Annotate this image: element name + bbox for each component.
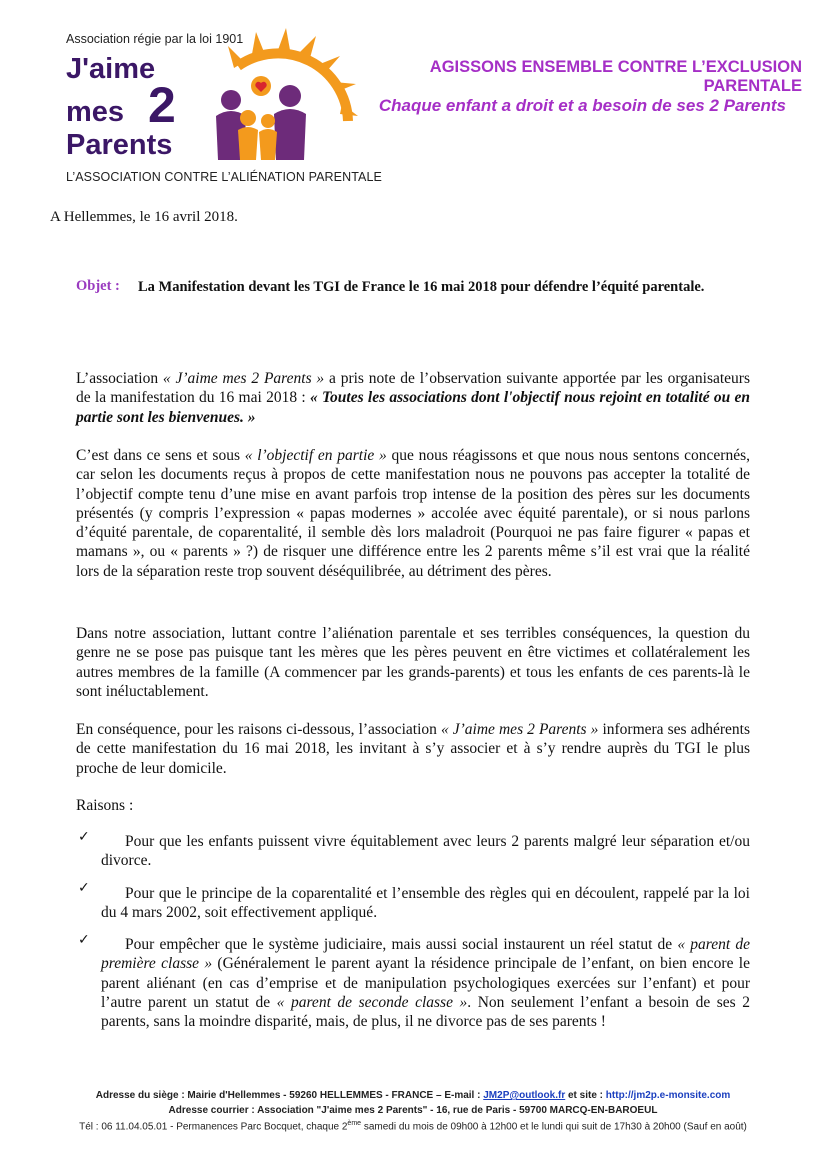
reason-2-text: Pour que le principe de la coparentalité et l’ensemble des règles qui en découlent, rappelé par la loi du 4 mars 2002, soit effectivement appliqué. [101, 885, 750, 922]
header-slogan: AGISSONS ENSEMBLE CONTRE L’EXCLUSION PARENTALE [429, 58, 802, 95]
footer-site-label: et site : [565, 1090, 606, 1101]
object-label: Objet : [76, 278, 120, 294]
letter-date: A Hellemmes, le 16 avril 2018. [50, 209, 238, 225]
footer-ordinal: ème [347, 1120, 362, 1127]
p1-text-c: a pris note de l’observation suivante apportée par les organisateurs de la manifestation du 16 mai 2018 : [76, 370, 750, 407]
footer-hours: samedi du mois de 09h00 à 12h00 et le lundi qui suit de 17h30 à 20h00 (Sauf en août) [361, 1121, 747, 1133]
footer-site-link[interactable]: http://jm2p.e-monsite.com [605, 1090, 731, 1101]
object-text: La Manifestation devant les TGI de France le 16 mai 2018 pour défendre l’équité parentale. [138, 279, 705, 295]
paragraph-2 [76, 446, 750, 581]
paragraph-3: Dans notre association, luttant contre l’aliénation parentale et ses terribles conséquences, la question du genre ne se pose pas puisque tant les mères que les pères peuvent en être victimes et collatéralement les autres membres de la famille (A commencer par les grands-parents) et tous les enfants de ces parents-là le sont inéluctablement. [76, 625, 750, 700]
reason-3-second-class: « parent de seconde classe » [276, 993, 468, 1011]
reason-item [101, 832, 750, 871]
logo-tagline: Association régie par la loi 1901 [66, 32, 244, 46]
paragraph-4 [76, 720, 750, 778]
reasons-label: Raisons : [76, 797, 134, 814]
p2-text-a: C’est dans ce sens et sous [76, 447, 245, 464]
logo-word-mes: mes [66, 96, 125, 128]
reason-3-text-a: Pour empêcher que le système judiciaire, mais aussi social instaurent un réel statut de [125, 936, 678, 953]
footer-mail-address: Adresse courrier : Association "J'aime mes 2 Parents" - 16, rue de Paris - 59700 MARCQ-EN-BAROEUL [168, 1105, 658, 1116]
checkmark-icon: ✓ [78, 932, 90, 948]
logo-digit: 2 [148, 77, 176, 133]
logo-subtitle: L’ASSOCIATION CONTRE L’ALIÉNATION PARENTALE [66, 170, 382, 184]
footer-contact [0, 1120, 826, 1132]
reason-3-text-c: (Généralement le parent ayant la résidence principale de l’enfant, on bien encore le parent aliénant (en cas d’emprise et de manipulation psychologiques exercées sur l’enfant) et pour l’autre parent un statut de [101, 955, 750, 1011]
p1-text-a: L’association [76, 370, 163, 387]
reason-1-text: Pour que les enfants puissent vivre équitablement avec leurs 2 parents malgré leur séparation et/ou divorce. [101, 833, 750, 870]
p4-association-name: « J’aime mes 2 Parents » [440, 721, 599, 738]
p4-text-a: En conséquence, pour les raisons ci-dessous, l’association [76, 721, 441, 738]
p1-quote: « Toutes les associations dont l'objectif nous rejoint en totalité ou en partie sont les bienvenues. » [76, 389, 750, 426]
checkmark-icon: ✓ [78, 880, 90, 896]
footer-email-link[interactable]: JM2P@outlook.fr [483, 1090, 566, 1101]
logo-word-parents: Parents [66, 129, 173, 161]
reason-item [101, 935, 750, 1031]
reason-item [101, 884, 750, 923]
paragraph-1 [76, 369, 750, 427]
header-tagline: Chaque enfant a droit et a besoin de ses 2 Parents [378, 96, 786, 115]
footer-address: Adresse du siège : Mairie d'Hellemmes - 59260 HELLEMMES - FRANCE – E-mail : [95, 1090, 484, 1101]
p4-text-c: informera ses adhérents de cette manifestation du 16 mai 2018, les invitant à s’y associer et à s’y rendre auprès du TGI le plus proche de leur domicile. [76, 721, 750, 777]
reason-3-first-class: « parent de première classe » [101, 936, 750, 973]
p2-text-c: que nous réagissons et que nous nous sentons concernés, car selon les documents reçus à propos de cette manifestation nous ne pouvons pas accepter la totalité de l’objectif compte tenu d’une mise en avant parfois trop intense de la position des pères sur les documents présentés (y compris l’expression « papas modernes » accolée avec équité parentale), or si nous parlons d’équité parentale, de coparentalité, il semble dès lors maladroit (Pourquoi ne pas faire figurer « papas et mamans », ou « parents » ?) de risquer une différence entre les 2 parents même s’il est vrai que la réalité lors de la séparation reste trop souvent déséquilibrée, au détriment des pères. [76, 447, 751, 580]
reason-3-text-e: . Non seulement l’enfant a besoin de ses 2 parents, sans la moindre disparité, mais, de plus, il ne divorce pas de ses parents ! [101, 993, 751, 1031]
checkmark-icon: ✓ [78, 829, 90, 845]
p2-emphasis: « l’objectif en partie » [244, 447, 387, 464]
family-sun-logo-icon [198, 26, 358, 166]
p1-association-name: « J’aime mes 2 Parents » [162, 370, 325, 387]
footer-phone: Tél : 06 11.04.05.01 - Permanences Parc Bocquet, chaque 2 [79, 1121, 348, 1133]
footer-headquarters [0, 1090, 826, 1101]
logo-word-jaime: J'aime [66, 53, 156, 85]
